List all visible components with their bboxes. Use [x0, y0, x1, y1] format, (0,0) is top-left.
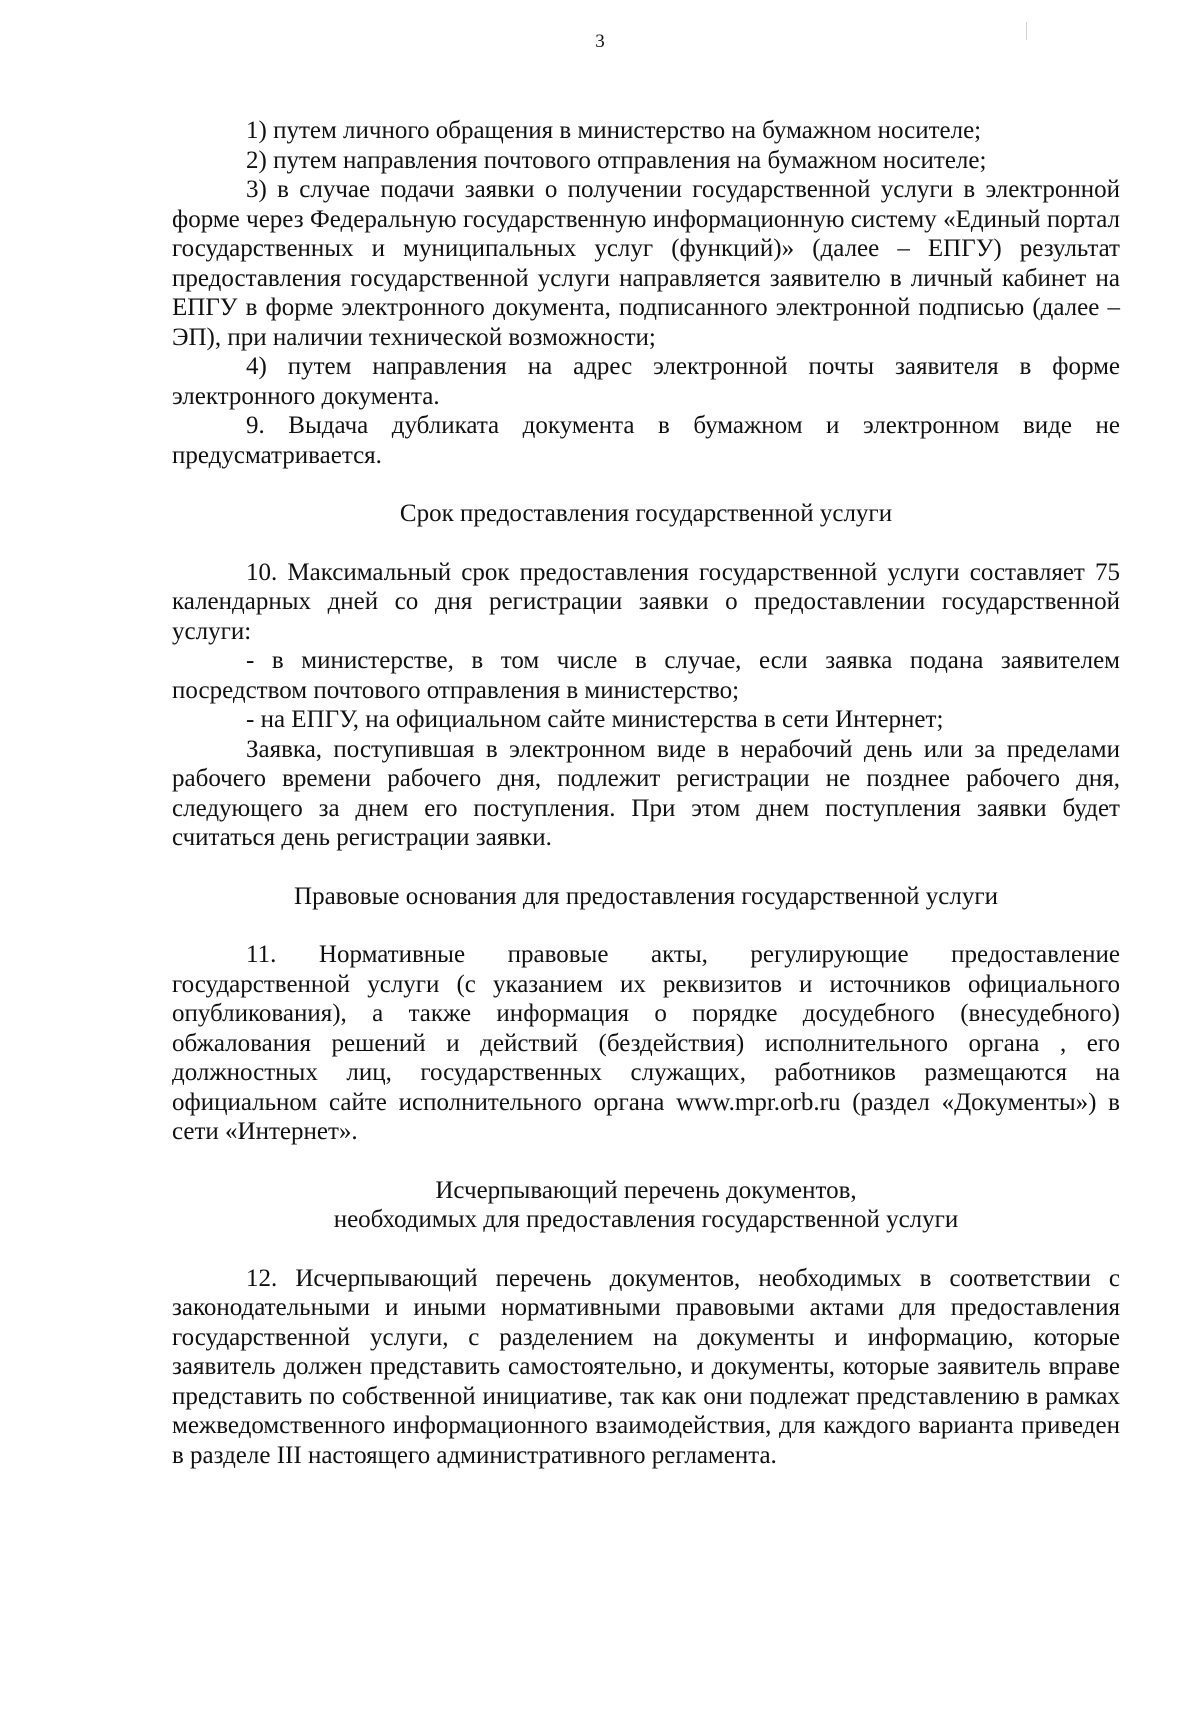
list-item: - в министерстве, в том числе в случае, если заявка подана заявителем посредством почтового отправления в министерство; [172, 647, 1120, 704]
section-heading-docs-line1: Исчерпывающий перечень документов, [435, 1176, 857, 1204]
list-item: 4) путем направления на адрес электронной почты заявителя в форме электронного документа. [172, 353, 1120, 410]
list-item: 1) путем личного обращения в министерство на бумажном носителе; [246, 117, 982, 144]
scan-artifact-mark [1026, 22, 1027, 40]
section-heading-docs [172, 1176, 1120, 1235]
list-item: 2) путем направления почтового отправления на бумажном носителе; [246, 146, 987, 174]
page-number: 3 [595, 31, 605, 52]
term-section-body [172, 558, 1120, 853]
legal-section-body [172, 940, 1120, 1147]
paragraph-11: 11. Нормативные правовые акты, регулирующие предоставление государственной услуги (с указанием их реквизитов и источников официального опубликования), а также информация о порядке досудебного (внесудебного) обжалования решений и действий (бездействия) исполнительного органа , его должностных лиц, государственных служащих, работников размещаются на официальном сайте исполнительного органа www.mpr.orb.ru (раздел «Документы») в сети «Интернет». [172, 941, 1120, 1145]
section-heading-docs-line2: необходимых для предоставления государственной услуги [333, 1206, 959, 1233]
paragraph-registration: Заявка, поступившая в электронном виде в нерабочий день или за пределами рабочего времени рабочего дня, подлежит регистрации не позднее рабочего дня, следующего за днем его поступления. При этом днем поступления заявки будет считаться день регистрации заявки. [172, 735, 1120, 851]
paragraph-10: 10. Максимальный срок предоставления государственной услуги составляет 75 календарных дней со дня регистрации заявки о предоставлении государственной услуги: [172, 558, 1120, 645]
section-heading-term: Срок предоставления государственной услуги [399, 500, 893, 527]
list-item: - на ЕПГУ, на официальном сайте министерства в сети Интернет; [246, 706, 944, 733]
delivery-methods-list [172, 116, 1120, 470]
document-body [172, 116, 1120, 1470]
section-heading-legal: Правовые основания для предоставления государственной услуги [294, 882, 998, 910]
paragraph-12: 12. Исчерпывающий перечень документов, необходимых в соответствии с законодательными и иными нормативными правовыми актами для предоставления государственной услуги, с разделением на документы и информацию, которые заявитель должен представить самостоятельно, и документы, которые заявитель вправе представить по собственной инициативе, так как они подлежат представлению в рамках межведомственного информационного взаимодействия, для каждого варианта приведен в разделе III настоящего административного регламента. [172, 1264, 1120, 1469]
list-item: 3) в случае подачи заявки о получении государственной услуги в электронной форме через Федеральную государственную информационную систему «Единый портал государственных и муниципальных услуг (функций)» (далее – ЕПГУ) результат предоставления государственной услуги направляется заявителю в личный кабинет на ЕПГУ в форме электронного документа, подписанного электронной подписью (далее – ЭП), при наличии технической возможности; [172, 176, 1120, 351]
paragraph-9: 9. Выдача дубликата документа в бумажном и электронном виде не предусматривается. [172, 412, 1120, 469]
docs-section-body [172, 1264, 1120, 1471]
